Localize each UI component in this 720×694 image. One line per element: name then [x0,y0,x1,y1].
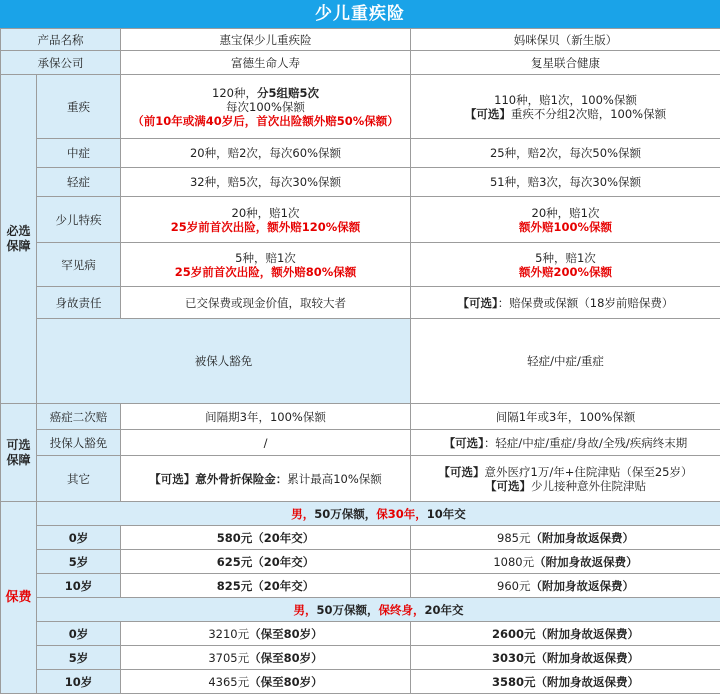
cancer-second-product-1: 间隔期3年，100%保额 [121,404,411,430]
critical-product-2 [411,75,720,139]
premium-a-product-1: 825元（20年交） [121,574,411,598]
child-p1-line1: 20种，赔1次 [124,206,407,220]
critical-product-1 [121,75,411,139]
critical-p1-groups: 分5组赔5次 [257,86,319,100]
critical-p2-line2 [414,107,717,121]
other-p2-line1 [414,465,717,479]
rare-p2-line1: 5种，赔1次 [414,251,717,265]
rare-p1-line1: 5种，赔1次 [124,251,407,265]
table-row-moderate [1,139,720,168]
optional-tag: 【可选】 [444,436,484,450]
child-disease-product-1 [121,197,411,243]
group-optional [1,404,37,502]
premium-b-product-1 [121,646,411,670]
premium-value: 3705元 [208,651,249,665]
table-row-insurer [1,51,720,75]
other-p1-tag: 【可选】意外骨折保险金： [149,472,287,486]
premium-value: 960元 [497,579,530,593]
premium-b-product-2: 3580元（附加身故返保费） [411,670,720,694]
other-p2-line1-text: 意外医疗1万/年+住院津贴（保至25岁） [485,465,693,479]
mild-label: 轻症 [37,168,121,197]
table-row-rare-disease [1,243,720,287]
optional-tag: 【可选】 [465,107,511,121]
page-title: 少儿重疾险 [0,0,720,28]
child-p1-line2: 25岁前首次出险，额外赔120%保额 [124,220,407,234]
product-2-name: 妈咪保贝（新生版） [411,29,720,51]
other-p2-line2 [414,479,717,493]
other-p2-line2-text: 少儿接种意外住院津贴 [531,479,646,493]
other-p1-text: 累计最高10%保额 [287,472,382,486]
scenario-b-gender: 男， [293,603,316,617]
insurer-label: 承保公司 [1,51,121,75]
group-required [1,75,37,404]
premium-value: 3210元 [208,627,249,641]
premium-a-product-1: 625元（20年交） [121,550,411,574]
scenario-a-pay: 10年交 [427,507,466,521]
premium-b-product-1 [121,670,411,694]
product-2-insurer: 复星联合健康 [411,51,720,75]
product-1-insurer: 富德生命人寿 [121,51,411,75]
child-p2-line2: 额外赔100%保额 [414,220,717,234]
premium-a-age: 5岁 [37,550,121,574]
premium-scenario-a [37,502,720,526]
critical-p1-count: 120种， [212,86,257,100]
premium-value: 4365元 [208,675,249,689]
group-optional-line1: 可选 [4,438,33,453]
holder-waiver-p2-text: ：轻症/中症/重症/身故/全残/疾病终末期 [484,436,687,450]
premium-b-age: 10岁 [37,670,121,694]
death-label: 身故责任 [37,287,121,319]
child-p2-line1: 20种，赔1次 [414,206,717,220]
product-name-label: 产品名称 [1,29,121,51]
critical-label: 重疾 [37,75,121,139]
moderate-product-2: 25种，赔2次，每次50%保额 [411,139,720,168]
holder-waiver-label: 投保人豁免 [37,430,121,456]
premium-note: （保至80岁） [249,675,323,689]
premium-note: （附加身故返保费） [530,531,634,545]
insured-waiver-label: 被保人豁免 [37,319,411,404]
premium-a-age: 10岁 [37,574,121,598]
premium-a-product-2 [411,526,720,550]
premium-a-row [1,550,720,574]
other-product-1 [121,456,411,502]
table-row-mild [1,168,720,197]
comparison-table [0,28,720,694]
premium-value: 985元 [497,531,530,545]
holder-waiver-product-2 [411,430,720,456]
premium-a-product-2 [411,550,720,574]
premium-value: 1080元 [493,555,534,569]
premium-b-row [1,670,720,694]
optional-tag: 【可选】 [485,479,531,493]
group-optional-line2: 保障 [4,453,33,468]
premium-scenario-a-header [1,502,720,526]
child-disease-product-2 [411,197,720,243]
moderate-label: 中症 [37,139,121,168]
group-required-line2: 保障 [4,239,33,254]
cancer-second-label: 癌症二次赔 [37,404,121,430]
rare-disease-label: 罕见病 [37,243,121,287]
premium-scenario-b [37,598,720,622]
cancer-second-product-2: 间隔1年或3年，100%保额 [411,404,720,430]
critical-p2-option: 重疾不分组2次赔，100%保额 [511,107,666,121]
scenario-b-pay: 20年交 [425,603,464,617]
moderate-product-1: 20种，赔2次，每次60%保额 [121,139,411,168]
rare-p1-line2: 25岁前首次出险，额外赔80%保额 [124,265,407,279]
scenario-b-amount: 50万保额， [316,603,378,617]
premium-b-product-2: 3030元（附加身故返保费） [411,646,720,670]
table-row-death [1,287,720,319]
table-row-cancer-second [1,404,720,430]
premium-b-product-2: 2600元（附加身故返保费） [411,622,720,646]
table-row-critical [1,75,720,139]
holder-waiver-product-1: / [121,430,411,456]
product-1-name: 惠宝保少儿重疾险 [121,29,411,51]
scenario-a-amount: 50万保额， [314,507,376,521]
premium-b-age: 5岁 [37,646,121,670]
scenario-a-term: 保30年， [376,507,427,521]
table-row-other [1,456,720,502]
group-required-line1: 必选 [4,224,33,239]
table-row-insured-waiver [1,319,720,404]
group-premium: 保费 [1,502,37,694]
premium-a-age: 0岁 [37,526,121,550]
mild-product-2: 51种，赔3次，每次30%保额 [411,168,720,197]
rare-disease-product-1 [121,243,411,287]
premium-a-product-2 [411,574,720,598]
premium-note: （保至80岁） [249,627,323,641]
premium-note: （保至80岁） [249,651,323,665]
premium-a-row [1,526,720,550]
table-row-holder-waiver [1,430,720,456]
premium-b-age: 0岁 [37,622,121,646]
premium-note: （附加身故返保费） [534,555,638,569]
table-row-product [1,29,720,51]
death-product-1: 已交保费或现金价值，取较大者 [121,287,411,319]
optional-tag: 【可选】 [458,296,498,310]
critical-p2-line1: 110种，赔1次，100%保额 [414,93,717,107]
child-disease-label: 少儿特疾 [37,197,121,243]
premium-note: （附加身故返保费） [530,579,634,593]
premium-scenario-b-header [1,598,720,622]
scenario-b-term: 保终身， [379,603,425,617]
other-label: 其它 [37,456,121,502]
table-row-child-disease [1,197,720,243]
rare-disease-product-2 [411,243,720,287]
premium-b-row [1,646,720,670]
death-p2-text: ：赔保费或保额（18岁前赔保费） [498,296,674,310]
critical-p1-line3: （前10年或满40岁后，首次出险额外赔50%保额） [124,114,407,128]
death-product-2 [411,287,720,319]
other-product-2 [411,456,720,502]
insured-waiver-product-1: 轻症/中症/重症 [411,319,720,404]
critical-p1-line2: 每次100%保额 [124,100,407,114]
premium-a-product-1: 580元（20年交） [121,526,411,550]
rare-p2-line2: 额外赔200%保额 [414,265,717,279]
optional-tag: 【可选】 [439,465,485,479]
critical-p1-line1 [124,86,407,100]
scenario-a-gender: 男， [291,507,314,521]
premium-a-row [1,574,720,598]
mild-product-1: 32种，赔5次，每次30%保额 [121,168,411,197]
